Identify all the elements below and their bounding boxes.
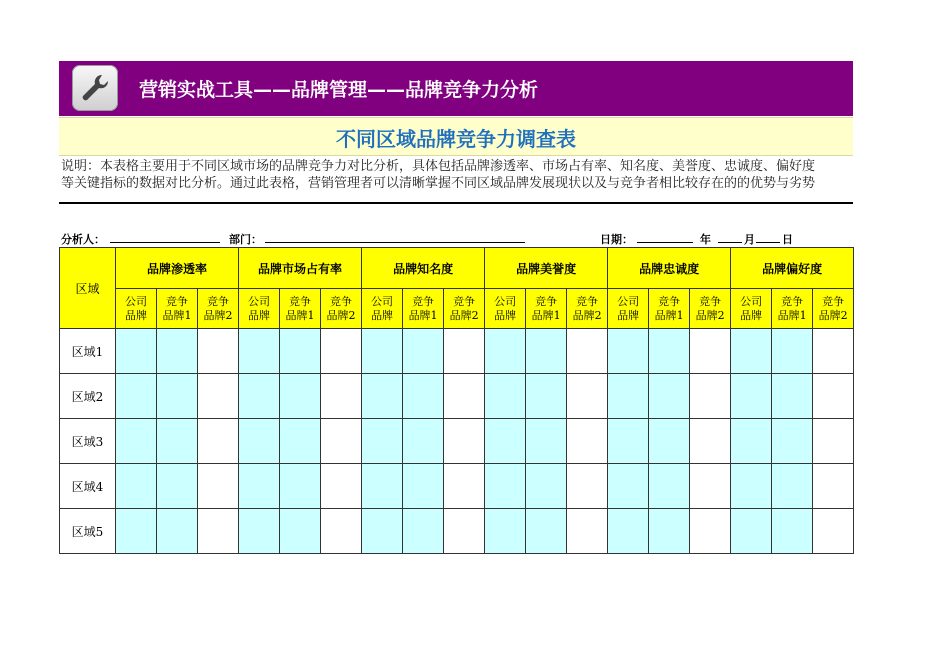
sub-header-line: 公司 — [617, 294, 640, 308]
data-cell[interactable] — [403, 329, 444, 374]
data-cell[interactable] — [403, 374, 444, 419]
sub-header-line: 竞争 — [330, 294, 353, 308]
data-cell[interactable] — [567, 419, 608, 464]
sub-header-line: 品牌 — [740, 308, 763, 322]
data-cell[interactable] — [731, 419, 772, 464]
sub-header-line: 品牌2 — [695, 308, 725, 322]
data-cell[interactable] — [731, 374, 772, 419]
data-cell[interactable] — [403, 464, 444, 509]
data-cell[interactable] — [485, 419, 526, 464]
sub-header-line: 竞争 — [781, 294, 804, 308]
sub-header — [362, 289, 403, 329]
data-cell[interactable] — [444, 329, 485, 374]
data-cell[interactable] — [321, 509, 362, 554]
month-label: 月 — [744, 233, 755, 246]
sub-header — [813, 289, 854, 329]
sub-header-line: 竞争 — [412, 294, 435, 308]
data-cell[interactable] — [813, 374, 854, 419]
description-line-2: 等关键指标的数据对比分析。通过此表格，营销管理者可以清晰掌握不同区域品牌发展现状以及与竞争者相比较存在的的优势与劣势 — [61, 176, 816, 191]
sub-header — [690, 289, 731, 329]
data-cell[interactable] — [608, 329, 649, 374]
data-cell[interactable] — [608, 509, 649, 554]
analyst-label: 分析人： — [61, 233, 105, 246]
group-header: 品牌美誉度 — [485, 248, 608, 289]
data-cell[interactable] — [403, 509, 444, 554]
sub-header — [567, 289, 608, 329]
sub-header — [526, 289, 567, 329]
sub-header-line: 公司 — [371, 294, 394, 308]
data-cell[interactable] — [157, 509, 198, 554]
sub-header-line: 竞争 — [166, 294, 188, 308]
data-cell[interactable] — [444, 374, 485, 419]
sub-header-line: 公司 — [125, 294, 147, 308]
table-row — [60, 419, 854, 464]
sub-header-line: 竞争 — [289, 294, 312, 308]
data-cell[interactable] — [567, 464, 608, 509]
row-label: 区域3 — [60, 419, 116, 464]
table-row — [60, 374, 854, 419]
dept-field[interactable] — [265, 242, 525, 243]
data-cell[interactable] — [772, 464, 813, 509]
table-row — [60, 464, 854, 509]
data-cell[interactable] — [116, 419, 157, 464]
data-cell[interactable] — [649, 329, 690, 374]
date-label: 日期： — [600, 233, 633, 246]
title-band — [59, 117, 853, 156]
data-cell[interactable] — [403, 419, 444, 464]
data-cell[interactable] — [772, 374, 813, 419]
data-cell[interactable] — [772, 329, 813, 374]
data-cell[interactable] — [444, 464, 485, 509]
data-cell[interactable] — [690, 419, 731, 464]
group-header: 品牌市场占有率 — [239, 248, 362, 289]
data-cell[interactable] — [567, 374, 608, 419]
sub-header-line: 品牌 — [371, 308, 394, 322]
data-cell[interactable] — [280, 419, 321, 464]
data-cell[interactable] — [157, 464, 198, 509]
sub-header — [608, 289, 649, 329]
sub-header-line: 公司 — [494, 294, 517, 308]
sub-header-line: 竞争 — [535, 294, 558, 308]
banner-title: 营销实战工具——品牌管理——品牌竞争力分析 — [139, 79, 539, 101]
sub-header — [280, 289, 321, 329]
group-header: 品牌知名度 — [362, 248, 485, 289]
year-field[interactable] — [637, 242, 693, 243]
data-cell[interactable] — [731, 464, 772, 509]
sub-header-line: 品牌1 — [162, 308, 192, 322]
sub-header — [403, 289, 444, 329]
data-cell[interactable] — [157, 419, 198, 464]
sub-header-line: 品牌1 — [531, 308, 561, 322]
data-cell[interactable] — [157, 329, 198, 374]
data-cell[interactable] — [321, 464, 362, 509]
analyst-field[interactable] — [110, 242, 220, 243]
data-cell[interactable] — [362, 419, 403, 464]
data-cell[interactable] — [649, 509, 690, 554]
sub-header-line: 品牌2 — [818, 308, 848, 322]
data-cell[interactable] — [362, 464, 403, 509]
sub-header-line: 品牌2 — [203, 308, 233, 322]
data-cell[interactable] — [485, 374, 526, 419]
data-cell[interactable] — [649, 374, 690, 419]
sub-header-line: 品牌 — [125, 308, 147, 322]
data-cell[interactable] — [239, 509, 280, 554]
sub-header — [731, 289, 772, 329]
group-header: 品牌忠诚度 — [608, 248, 731, 289]
sub-header-line: 品牌2 — [326, 308, 356, 322]
table-row — [60, 509, 854, 554]
sub-header-line: 品牌2 — [572, 308, 602, 322]
data-cell[interactable] — [813, 419, 854, 464]
data-cell[interactable] — [608, 464, 649, 509]
sub-header-line: 品牌1 — [654, 308, 684, 322]
data-cell[interactable] — [239, 374, 280, 419]
group-header: 品牌偏好度 — [731, 248, 854, 289]
data-cell[interactable] — [116, 374, 157, 419]
data-cell[interactable] — [690, 509, 731, 554]
sub-header-line: 公司 — [740, 294, 763, 308]
data-cell[interactable] — [239, 329, 280, 374]
data-cell[interactable] — [813, 464, 854, 509]
sub-header-line: 竞争 — [658, 294, 681, 308]
data-cell[interactable] — [526, 509, 567, 554]
row-label: 区域2 — [60, 374, 116, 419]
sub-header — [444, 289, 485, 329]
data-cell[interactable] — [526, 329, 567, 374]
sub-header — [116, 289, 157, 329]
data-cell[interactable] — [526, 374, 567, 419]
data-cell[interactable] — [239, 419, 280, 464]
data-cell[interactable] — [649, 419, 690, 464]
data-cell[interactable] — [280, 464, 321, 509]
sub-header-line: 品牌 — [248, 308, 271, 322]
sub-header — [321, 289, 362, 329]
sub-header-line: 竞争 — [453, 294, 476, 308]
day-label: 日 — [782, 233, 793, 246]
data-cell[interactable] — [116, 329, 157, 374]
table-title: 不同区域品牌竞争力调查表 — [336, 127, 576, 151]
sub-header-line: 竞争 — [576, 294, 599, 308]
banner — [59, 61, 853, 116]
sub-header-line: 品牌 — [617, 308, 640, 322]
sub-header-line: 竞争 — [207, 294, 230, 308]
sub-header-line: 品牌1 — [285, 308, 315, 322]
data-cell[interactable] — [608, 419, 649, 464]
data-cell[interactable] — [608, 374, 649, 419]
data-cell[interactable] — [444, 509, 485, 554]
data-cell[interactable] — [116, 464, 157, 509]
data-cell[interactable] — [731, 329, 772, 374]
data-cell[interactable] — [198, 329, 239, 374]
data-cell[interactable] — [116, 509, 157, 554]
data-cell[interactable] — [772, 509, 813, 554]
sub-header-line: 品牌1 — [408, 308, 438, 322]
sub-header-line: 竞争 — [699, 294, 722, 308]
data-cell[interactable] — [157, 374, 198, 419]
data-cell[interactable] — [321, 374, 362, 419]
sub-header — [239, 289, 280, 329]
data-cell[interactable] — [444, 419, 485, 464]
sub-header — [772, 289, 813, 329]
data-cell[interactable] — [280, 509, 321, 554]
data-cell[interactable] — [526, 419, 567, 464]
data-cell[interactable] — [813, 329, 854, 374]
data-cell[interactable] — [731, 509, 772, 554]
data-cell[interactable] — [485, 509, 526, 554]
sub-header-line: 品牌2 — [449, 308, 479, 322]
data-cell[interactable] — [198, 464, 239, 509]
divider — [59, 202, 853, 204]
data-cell[interactable] — [280, 374, 321, 419]
data-cell[interactable] — [485, 329, 526, 374]
data-cell[interactable] — [198, 509, 239, 554]
data-cell[interactable] — [321, 329, 362, 374]
sub-header-line: 品牌1 — [777, 308, 807, 322]
data-cell[interactable] — [690, 374, 731, 419]
data-cell[interactable] — [526, 464, 567, 509]
data-cell[interactable] — [198, 374, 239, 419]
dept-label: 部门： — [229, 233, 262, 246]
month-field[interactable] — [718, 242, 742, 243]
data-cell[interactable] — [239, 464, 280, 509]
data-cell[interactable] — [485, 464, 526, 509]
data-cell[interactable] — [362, 329, 403, 374]
group-header: 品牌渗透率 — [116, 248, 239, 289]
data-cell[interactable] — [690, 329, 731, 374]
description — [61, 158, 853, 192]
row-label: 区域1 — [60, 329, 116, 374]
table-row — [60, 329, 854, 374]
sub-header-line: 品牌 — [494, 308, 517, 322]
data-cell[interactable] — [321, 419, 362, 464]
sub-header-line: 公司 — [248, 294, 271, 308]
data-cell[interactable] — [567, 509, 608, 554]
survey-table — [59, 247, 854, 554]
data-cell[interactable] — [567, 329, 608, 374]
sub-header — [157, 289, 198, 329]
data-cell[interactable] — [649, 464, 690, 509]
data-cell[interactable] — [198, 419, 239, 464]
data-cell[interactable] — [362, 509, 403, 554]
data-cell[interactable] — [280, 329, 321, 374]
description-line-1: 说明：本表格主要用于不同区域市场的品牌竞争力对比分析，具体包括品牌渗透率、市场占有率、知名度、美誉度、忠诚度、偏好度 — [61, 159, 816, 174]
day-field[interactable] — [756, 242, 780, 243]
row-label: 区域4 — [60, 464, 116, 509]
sub-header — [649, 289, 690, 329]
row-label: 区域5 — [60, 509, 116, 554]
data-cell[interactable] — [362, 374, 403, 419]
wrench-icon — [72, 65, 118, 111]
sub-header-line: 竞争 — [822, 294, 845, 308]
data-cell[interactable] — [813, 509, 854, 554]
sub-header — [485, 289, 526, 329]
data-cell[interactable] — [690, 464, 731, 509]
year-label: 年 — [700, 233, 711, 246]
sub-header — [198, 289, 239, 329]
region-header: 区域 — [60, 248, 116, 329]
data-cell[interactable] — [772, 419, 813, 464]
